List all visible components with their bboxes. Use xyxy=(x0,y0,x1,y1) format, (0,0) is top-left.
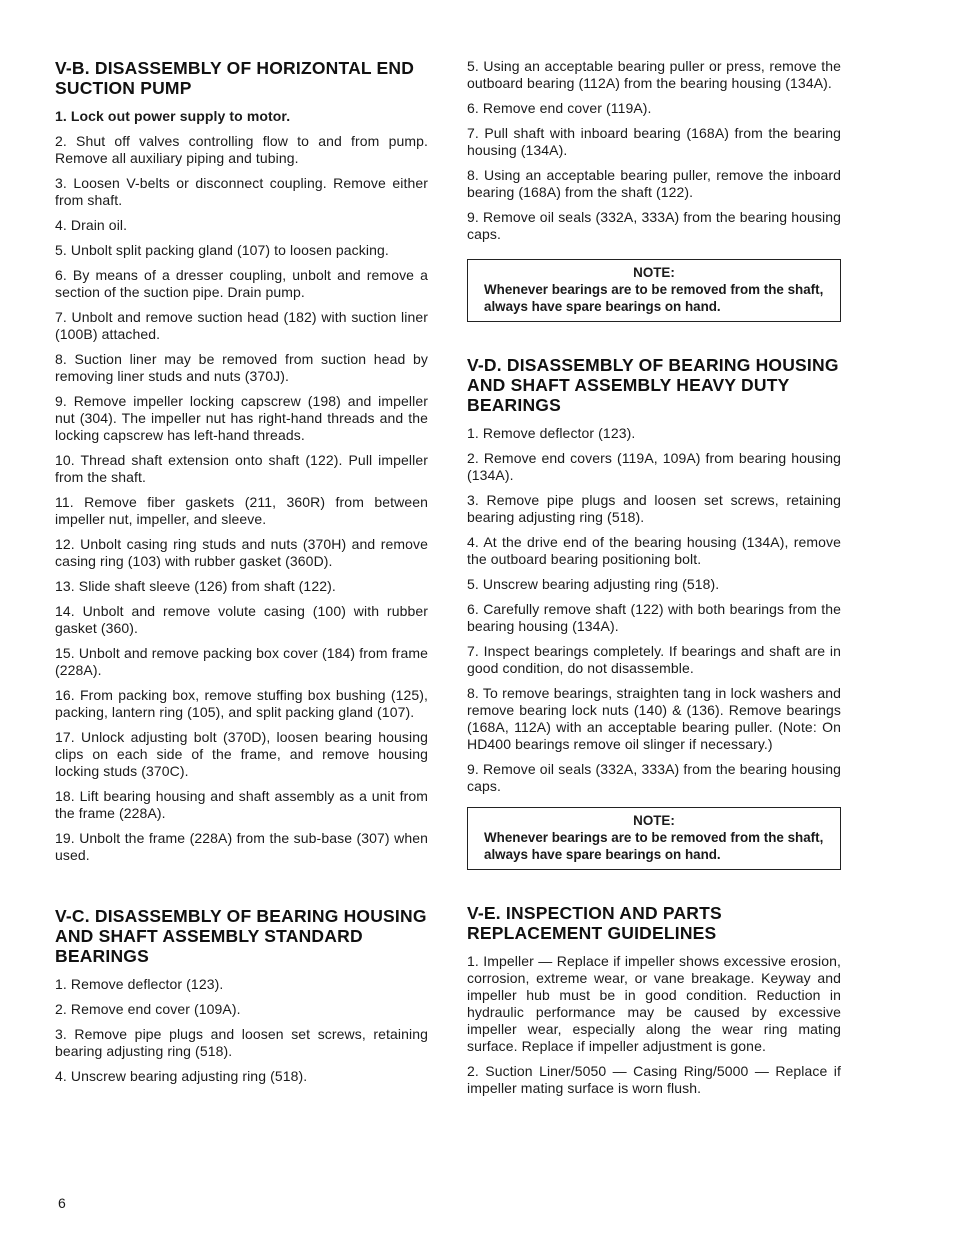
step-vc-3: 3. Remove pipe plugs and loosen set screws, retaining bearing adjusting ring (518). xyxy=(55,1026,428,1059)
step-vb-11: 11. Remove fiber gaskets (211, 360R) from between impeller nut, impeller, and sleeve. xyxy=(55,494,428,527)
step-vb-18: 18. Lift bearing housing and shaft assembly as a unit from the frame (228A). xyxy=(55,788,428,821)
step-vb-7: 7. Unbolt and remove suction head (182) with suction liner (100B) attached. xyxy=(55,309,428,342)
step-vc-2: 2. Remove end cover (109A). xyxy=(55,1001,241,1017)
step-vb-4: 4. Drain oil. xyxy=(55,217,128,233)
step-vb-2: 2. Shut off valves controlling flow to and from pump. Remove all auxiliary piping and tubing. xyxy=(55,133,428,166)
step-vb-1: 1. Lock out power supply to motor. xyxy=(55,108,291,124)
step-vd-4: 4. At the drive end of the bearing housing (134A), remove the outboard bearing positioning bolt. xyxy=(467,534,841,567)
note-text: Whenever bearings are to be removed from the shaft, always have spare bearings on hand. xyxy=(484,282,824,314)
step-vb-10: 10. Thread shaft extension onto shaft (122). Pull impeller from the shaft. xyxy=(55,452,428,485)
section-heading-ve: V-E. INSPECTION AND PARTS REPLACEMENT GUIDELINES xyxy=(467,903,722,943)
section-heading-vd: V-D. DISASSEMBLY OF BEARING HOUSING AND SHAFT ASSEMBLY HEAVY DUTY BEARINGS xyxy=(467,355,839,415)
step-vb-12: 12. Unbolt casing ring studs and nuts (370H) and remove casing ring (103) with rubber gasket (360D). xyxy=(55,536,428,569)
step-vc-9: 9. Remove oil seals (332A, 333A) from the bearing housing caps. xyxy=(467,209,841,242)
step-ve-2: 2. Suction Liner/5050 — Casing Ring/5000 — Replace if impeller mating surface is worn flush. xyxy=(467,1063,841,1096)
step-vb-17: 17. Unlock adjusting bolt (370D), loosen bearing housing clips on each side of the frame, and remove housing locking studs (370C). xyxy=(55,729,428,779)
step-vb-13: 13. Slide shaft sleeve (126) from shaft (122). xyxy=(55,578,336,594)
step-vd-3: 3. Remove pipe plugs and loosen set screws, retaining bearing adjusting ring (518). xyxy=(467,492,841,525)
left-column xyxy=(55,58,428,1093)
note-text: Whenever bearings are to be removed from the shaft, always have spare bearings on hand. xyxy=(484,830,824,862)
step-vb-9: 9. Remove impeller locking capscrew (198) and impeller nut (304). The impeller nut has right-hand threads and the locking capscrew has left-hand threads. xyxy=(55,393,428,443)
page-number: 6 xyxy=(58,1195,66,1211)
step-vc-6: 6. Remove end cover (119A). xyxy=(467,100,652,116)
step-vc-7: 7. Pull shaft with inboard bearing (168A) from the bearing housing (134A). xyxy=(467,125,841,158)
step-vb-6: 6. By means of a dresser coupling, unbolt and remove a section of the suction pipe. Drain pump. xyxy=(55,267,428,300)
note-box-vd xyxy=(467,807,841,870)
step-vb-16: 16. From packing box, remove stuffing box bushing (125), packing, lantern ring (105), and split packing gland (107). xyxy=(55,687,428,720)
section-heading-vc: V-C. DISASSEMBLY OF BEARING HOUSING AND SHAFT ASSEMBLY STANDARD BEARINGS xyxy=(55,906,427,966)
step-vd-7: 7. Inspect bearings completely. If bearings and shaft are in good condition, do not disassemble. xyxy=(467,643,841,676)
step-vd-1: 1. Remove deflector (123). xyxy=(467,425,636,441)
step-vd-9: 9. Remove oil seals (332A, 333A) from the bearing housing caps. xyxy=(467,761,841,794)
note-title: NOTE: xyxy=(633,813,675,828)
step-vc-8: 8. Using an acceptable bearing puller, remove the inboard bearing (168A) from the shaft (122). xyxy=(467,167,841,200)
step-vc-5: 5. Using an acceptable bearing puller or press, remove the outboard bearing (112A) from the bearing housing (134A). xyxy=(467,58,841,91)
step-vd-8: 8. To remove bearings, straighten tang in lock washers and remove bearing lock nuts (140) & (136). Remove bearings (168A, 112A) with an acceptable bearing puller. (Note: On HD400 bearings remove oil slinger if necessary.) xyxy=(467,685,841,752)
step-vc-1: 1. Remove deflector (123). xyxy=(55,976,224,992)
step-ve-1: 1. Impeller — Replace if impeller shows excessive erosion, corrosion, extreme wear, or vane breakage. Keyway and impeller hub must be in good condition. Reduction in hydraulic performance may be caused by excessive impeller wear, especially along the wear ring mating surface. Replace if impeller adjustment is gone. xyxy=(467,953,841,1054)
step-vd-5: 5. Unscrew bearing adjusting ring (518). xyxy=(467,576,720,592)
step-vd-2: 2. Remove end covers (119A, 109A) from bearing housing (134A). xyxy=(467,450,841,483)
step-vd-6: 6. Carefully remove shaft (122) with both bearings from the bearing housing (134A). xyxy=(467,601,841,634)
note-box-vc xyxy=(467,259,841,322)
step-vc-4: 4. Unscrew bearing adjusting ring (518). xyxy=(55,1068,308,1084)
step-vb-15: 15. Unbolt and remove packing box cover (184) from frame (228A). xyxy=(55,645,428,678)
right-column xyxy=(467,58,841,1105)
step-vb-19: 19. Unbolt the frame (228A) from the sub-base (307) when used. xyxy=(55,830,428,863)
step-vb-8: 8. Suction liner may be removed from suction head by removing liner studs and nuts (370J). xyxy=(55,351,428,384)
step-vb-14: 14. Unbolt and remove volute casing (100) with rubber gasket (360). xyxy=(55,603,428,636)
note-title: NOTE: xyxy=(633,265,675,280)
section-heading-vb: V-B. DISASSEMBLY OF HORIZONTAL END SUCTION PUMP xyxy=(55,58,415,98)
step-vb-3: 3. Loosen V-belts or disconnect coupling. Remove either from shaft. xyxy=(55,175,428,208)
step-vb-5: 5. Unbolt split packing gland (107) to loosen packing. xyxy=(55,242,389,258)
